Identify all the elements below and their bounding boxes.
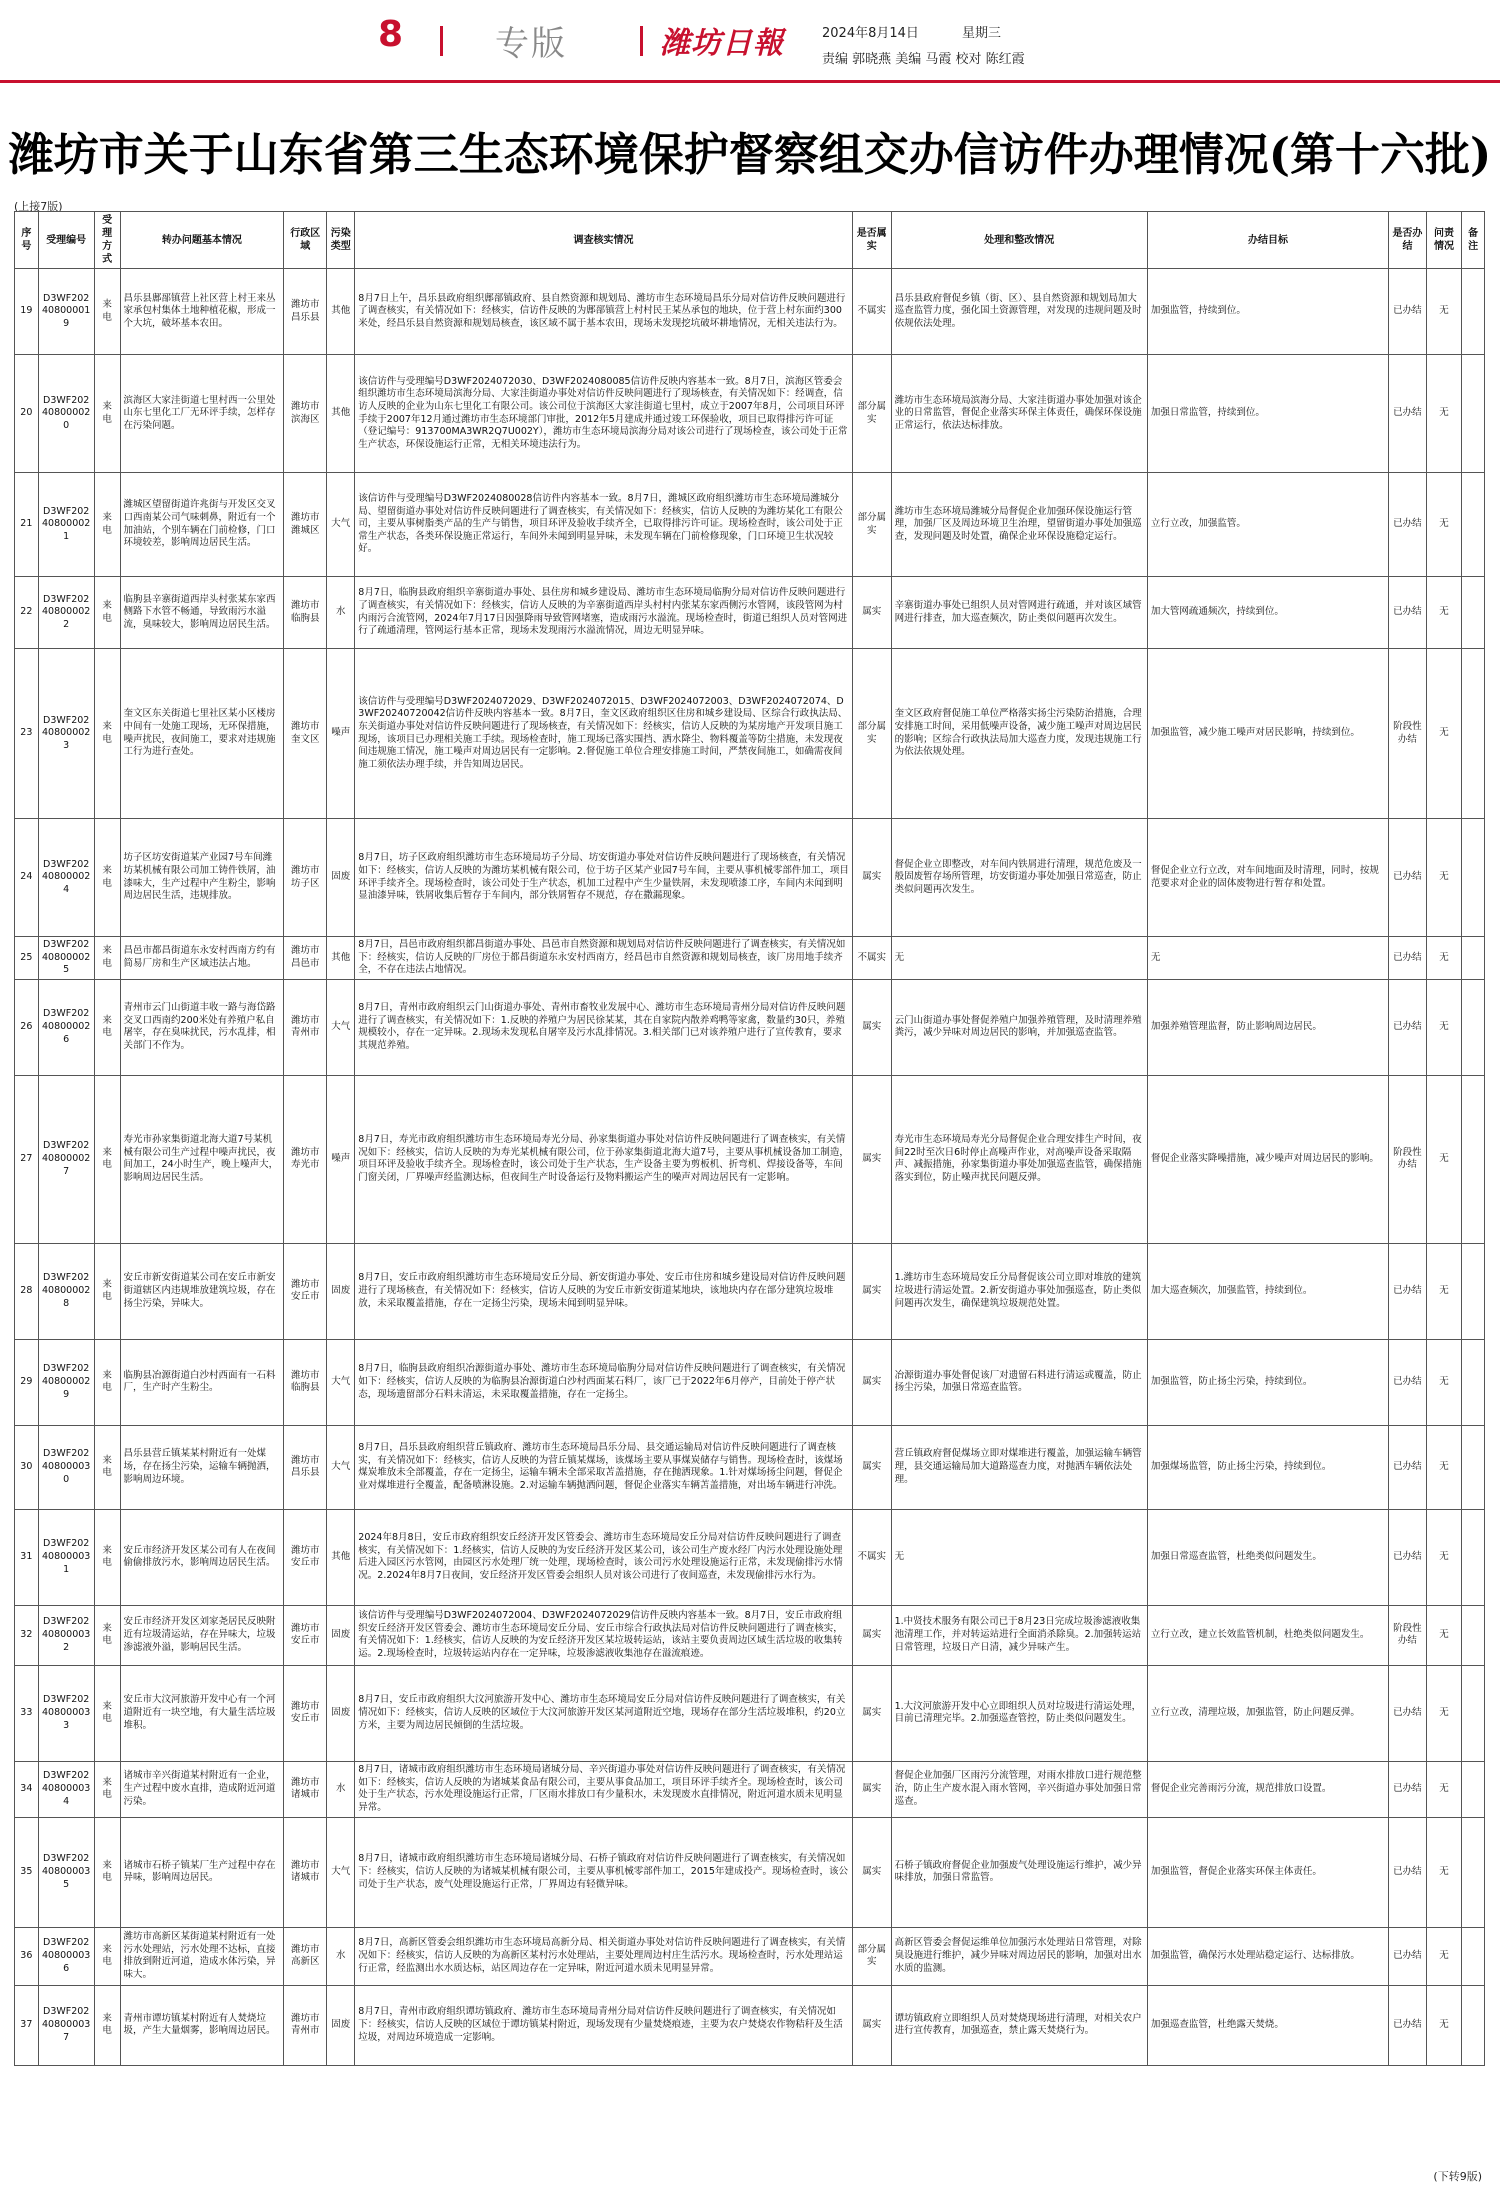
issue-summary-cell: 安丘市新安街道某公司在安丘市新安街道辖区内违规堆放建筑垃圾，存在扬尘污染，异味大。 xyxy=(120,1243,284,1339)
case-number-cell: 36 xyxy=(15,1927,39,1985)
region-cell: 潍坊市安丘市 xyxy=(284,1509,327,1605)
region-cell: 潍坊市安丘市 xyxy=(284,1243,327,1339)
region-cell: 潍坊市青州市 xyxy=(284,979,327,1075)
region-cell: 潍坊市昌邑市 xyxy=(284,937,327,980)
handling-measures-cell: 辛寨街道办事处已组织人员对管网进行疏通，并对该区域管网进行排查，加大巡查频次，防止类似问题再次发生。 xyxy=(891,577,1147,649)
closed-status-cell: 已办结 xyxy=(1389,355,1427,473)
handling-measures-cell: 1.中贤技术服务有限公司已于8月23日完成垃圾渗滤液收集池清理工作，并对转运站进行全面消杀除臭。2.加强转运站日常管理，垃圾日产日清，减少异味产生。 xyxy=(891,1605,1147,1665)
remarks-cell xyxy=(1462,1665,1485,1761)
resolution-target-cell: 加强监管，减少施工噪声对居民影响，持续到位。 xyxy=(1147,649,1388,819)
remarks-cell xyxy=(1462,1425,1485,1509)
case-number-cell: 35 xyxy=(15,1817,39,1927)
investigation-details-cell: 8月7日，高新区管委会组织潍坊市生态环境局高新分局、相关街道办事处对信访件反映问题进行了调查核实，有关情况如下：经核实，信访人反映的为高新区某村污水处理站，主要处理周边村庄生活污水。现场检查时，污水处理站运行正常，经监测出水水质达标，站区周边存在一定异味，附近河道水质未见明显异常。 xyxy=(355,1927,853,1985)
table-row xyxy=(15,1665,1485,1761)
accountability-cell: 无 xyxy=(1426,937,1462,980)
pollution-type-cell: 固废 xyxy=(327,1985,355,2065)
handling-measures-cell: 潍坊市生态环境局潍城分局督促企业加强环保设施运行管理，加强厂区及周边环境卫生治理，望留街道办事处加强巡查，发现问题及时处置，确保企业环保设施稳定运行。 xyxy=(891,473,1147,577)
closed-status-cell: 阶段性办结 xyxy=(1389,649,1427,819)
closed-status-cell: 阶段性办结 xyxy=(1389,1605,1427,1665)
accountability-cell: 无 xyxy=(1426,269,1462,355)
verified-status-cell: 属实 xyxy=(852,819,891,937)
resolution-target-cell: 立行立改，加强监管。 xyxy=(1147,473,1388,577)
pollution-type-cell: 大气 xyxy=(327,473,355,577)
case-code-cell: D3WF202408000032 xyxy=(38,1605,94,1665)
accountability-cell: 无 xyxy=(1426,979,1462,1075)
region-cell: 潍坊市临朐县 xyxy=(284,1339,327,1425)
table-row xyxy=(15,355,1485,473)
table-row xyxy=(15,1817,1485,1927)
intake-mode-cell: 来电 xyxy=(94,937,120,980)
region-cell: 潍坊市奎文区 xyxy=(284,649,327,819)
investigation-details-cell: 8月7日，诸城市政府组织潍坊市生态环境局诸城分局、石桥子镇政府对信访件反映问题进行了调查核实，有关情况如下：经核实，信访人反映的为诸城某机械有限公司，主要从事机械零部件加工，2015年建成投产。现场检查时，该公司处于生产状态，废气处理设施运行正常，厂界周边有轻微异味。 xyxy=(355,1817,853,1927)
table-row xyxy=(15,1339,1485,1425)
remarks-cell xyxy=(1462,1817,1485,1927)
remarks-cell xyxy=(1462,1243,1485,1339)
resolution-target-cell: 加强监管，防止扬尘污染，持续到位。 xyxy=(1147,1339,1388,1425)
intake-mode-cell: 来电 xyxy=(94,1339,120,1425)
case-number-cell: 34 xyxy=(15,1761,39,1817)
remarks-cell xyxy=(1462,1985,1485,2065)
region-cell: 潍坊市安丘市 xyxy=(284,1605,327,1665)
investigation-details-cell: 8月7日，临朐县政府组织辛寨街道办事处、县住房和城乡建设局、潍坊市生态环境局临朐分局对信访件反映问题进行了调查核实，有关情况如下：经核实，信访人反映的为辛寨街道西岸头村村内张某东家西侧污水管网，该段管网为村内雨污合流管网，2024年7月17日因强降雨导致管网堵塞，造成雨污水溢流。现场检查时，街道已组织人员对管网进行了疏通清理，管网运行基本正常，现场未发现雨污水溢流情况，周边无明显异味。 xyxy=(355,577,853,649)
pollution-type-cell: 噪声 xyxy=(327,649,355,819)
column-header: 备注 xyxy=(1462,212,1485,269)
issue-summary-cell: 坊子区坊安街道某产业园7号车间潍坊某机械有限公司加工铸件铁屑，油漆味大，生产过程中产生粉尘，影响周边居民生活，违规排放。 xyxy=(120,819,284,937)
closed-status-cell: 已办结 xyxy=(1389,937,1427,980)
section-name: 专版 xyxy=(495,24,567,64)
closed-status-cell: 已办结 xyxy=(1389,577,1427,649)
verified-status-cell: 不属实 xyxy=(852,1509,891,1605)
intake-mode-cell: 来电 xyxy=(94,649,120,819)
issue-summary-cell: 安丘市大汶河旅游开发中心有一个河道附近有一块空地，有大量生活垃圾堆积。 xyxy=(120,1665,284,1761)
remarks-cell xyxy=(1462,1075,1485,1243)
case-code-cell: D3WF202408000030 xyxy=(38,1425,94,1509)
intake-mode-cell: 来电 xyxy=(94,1425,120,1509)
case-number-cell: 30 xyxy=(15,1425,39,1509)
accountability-cell: 无 xyxy=(1426,577,1462,649)
intake-mode-cell: 来电 xyxy=(94,1817,120,1927)
cases-table xyxy=(14,211,1485,2066)
column-header: 是否办结 xyxy=(1389,212,1427,269)
case-code-cell: D3WF202408000026 xyxy=(38,979,94,1075)
region-cell: 潍坊市寿光市 xyxy=(284,1075,327,1243)
continued-from-note: (上接7版) xyxy=(14,200,63,213)
verified-status-cell: 属实 xyxy=(852,1075,891,1243)
intake-mode-cell: 来电 xyxy=(94,1243,120,1339)
remarks-cell xyxy=(1462,649,1485,819)
investigation-details-cell: 8月7日上午，昌乐县政府组织鄌郚镇政府、县自然资源和规划局、潍坊市生态环境局昌乐分局对信访件反映问题进行了调查核实，有关情况如下：经核实，信访件反映的为鄌郚镇营上村村民王某丛承包的地块，位于营上村东面约300米处，经昌乐县自然资源和规划局核查，该区域不属于基本农田，现场未发现挖坑破坏耕地情况，无相关违法行为。 xyxy=(355,269,853,355)
issue-summary-cell: 诸城市石桥子镇某厂生产过程中存在异味，影响周边居民。 xyxy=(120,1817,284,1927)
accountability-cell: 无 xyxy=(1426,1817,1462,1927)
closed-status-cell: 已办结 xyxy=(1389,1339,1427,1425)
intake-mode-cell: 来电 xyxy=(94,1761,120,1817)
case-number-cell: 25 xyxy=(15,937,39,980)
region-cell: 潍坊市滨海区 xyxy=(284,355,327,473)
investigation-details-cell: 该信访件与受理编号D3WF2024080028信访件内容基本一致。8月7日，潍城区政府组织潍坊市生态环境局潍城分局、望留街道办事处对信访件反映问题进行了调查核实，有关情况如下：经核实，信访人反映的为潍坊某化工有限公司，主要从事树脂类产品的生产与销售，项目环评及验收手续齐全，已取得排污许可证。现场检查时，该公司处于正常生产状态，各类环保设施正常运行，车间外未闻到明显异味，未发现车辆在门前检修现象，门口环境卫生状况较好。 xyxy=(355,473,853,577)
case-number-cell: 37 xyxy=(15,1985,39,2065)
column-header: 污染类型 xyxy=(327,212,355,269)
resolution-target-cell: 加强巡查监管，杜绝露天焚烧。 xyxy=(1147,1985,1388,2065)
resolution-target-cell: 加强监管，持续到位。 xyxy=(1147,269,1388,355)
region-cell: 潍坊市昌乐县 xyxy=(284,269,327,355)
intake-mode-cell: 来电 xyxy=(94,1509,120,1605)
region-cell: 潍坊市安丘市 xyxy=(284,1665,327,1761)
accountability-cell: 无 xyxy=(1426,1761,1462,1817)
resolution-target-cell: 督促企业落实降噪措施，减少噪声对周边居民的影响。 xyxy=(1147,1075,1388,1243)
case-code-cell: D3WF202408000021 xyxy=(38,473,94,577)
case-number-cell: 28 xyxy=(15,1243,39,1339)
table-row xyxy=(15,269,1485,355)
table-row xyxy=(15,577,1485,649)
case-code-cell: D3WF202408000028 xyxy=(38,1243,94,1339)
resolution-target-cell: 加大巡查频次，加强监管，持续到位。 xyxy=(1147,1243,1388,1339)
pollution-type-cell: 固废 xyxy=(327,1665,355,1761)
case-code-cell: D3WF202408000029 xyxy=(38,1339,94,1425)
accountability-cell: 无 xyxy=(1426,1605,1462,1665)
case-number-cell: 32 xyxy=(15,1605,39,1665)
case-number-cell: 20 xyxy=(15,355,39,473)
cases-table-wrapper xyxy=(14,211,1485,2066)
case-number-cell: 26 xyxy=(15,979,39,1075)
table-row xyxy=(15,1927,1485,1985)
closed-status-cell: 已办结 xyxy=(1389,1665,1427,1761)
resolution-target-cell: 立行立改，清理垃圾，加强监管，防止问题反弹。 xyxy=(1147,1665,1388,1761)
pollution-type-cell: 噪声 xyxy=(327,1075,355,1243)
masthead-rule xyxy=(0,80,1500,83)
resolution-target-cell: 加大管网疏通频次，持续到位。 xyxy=(1147,577,1388,649)
handling-measures-cell: 石桥子镇政府督促企业加强废气处理设施运行维护，减少异味排放，加强日常监管。 xyxy=(891,1817,1147,1927)
investigation-details-cell: 2024年8月8日，安丘市政府组织安丘经济开发区管委会、潍坊市生态环境局安丘分局对信访件反映问题进行了调查核实，有关情况如下：1.经核实，信访人反映的为安丘经济开发区某公司，该公司生产废水经厂内污水处理设施处理后进入园区污水管网，由园区污水处理厂统一处理，现场检查时，该公司污水处理设施运行正常，未发现偷排污水情况。2.2024年8月7日夜间，安丘经济开发区管委会组织人员对该公司进行了夜间巡查，未发现偷排污水行为。 xyxy=(355,1509,853,1605)
column-header: 调查核实情况 xyxy=(355,212,853,269)
remarks-cell xyxy=(1462,979,1485,1075)
remarks-cell xyxy=(1462,473,1485,577)
table-body xyxy=(15,269,1485,2066)
pollution-type-cell: 其他 xyxy=(327,1509,355,1605)
case-number-cell: 22 xyxy=(15,577,39,649)
region-cell: 潍坊市诸城市 xyxy=(284,1761,327,1817)
accountability-cell: 无 xyxy=(1426,1339,1462,1425)
issue-summary-cell: 昌乐县营丘镇某某村附近有一处煤场，存在扬尘污染，运输车辆抛洒，影响周边环境。 xyxy=(120,1425,284,1509)
handling-measures-cell: 云门山街道办事处督促养殖户加强养殖管理，及时清理养殖粪污，减少异味对周边居民的影响，并加强巡查监管。 xyxy=(891,979,1147,1075)
investigation-details-cell: 8月7日，青州市政府组织云门山街道办事处、青州市畜牧业发展中心、潍坊市生态环境局青州分局对信访件反映问题进行了调查核实，有关情况如下：1.反映的养殖户为居民徐某某，其在自家院内散养鸡鸭等家禽，数量约30只，养殖规模较小，存在一定异味。2.现场未发现私自屠宰及污水乱排情况。3.相关部门已对该养殖户进行了宣传教育，要求其规范养殖。 xyxy=(355,979,853,1075)
verified-status-cell: 属实 xyxy=(852,979,891,1075)
table-row xyxy=(15,937,1485,980)
issue-summary-cell: 青州市谭坊镇某村附近有人焚烧垃圾，产生大量烟雾，影响周边居民。 xyxy=(120,1985,284,2065)
intake-mode-cell: 来电 xyxy=(94,355,120,473)
remarks-cell xyxy=(1462,269,1485,355)
intake-mode-cell: 来电 xyxy=(94,819,120,937)
column-header: 序号 xyxy=(15,212,39,269)
issue-date: 2024年8月14日 xyxy=(822,26,919,41)
case-code-cell: D3WF202408000034 xyxy=(38,1761,94,1817)
closed-status-cell: 阶段性办结 xyxy=(1389,1075,1427,1243)
pollution-type-cell: 水 xyxy=(327,1927,355,1985)
handling-measures-cell: 昌乐县政府督促乡镇（街、区）、县自然资源和规划局加大巡查监管力度，强化国土资源管理，对发现的违规问题及时依规依法处理。 xyxy=(891,269,1147,355)
case-code-cell: D3WF202408000023 xyxy=(38,649,94,819)
region-cell: 潍坊市潍城区 xyxy=(284,473,327,577)
handling-measures-cell: 1.大汶河旅游开发中心立即组织人员对垃圾进行清运处理，目前已清理完毕。2.加强巡查管控，防止类似问题发生。 xyxy=(891,1665,1147,1761)
issue-summary-cell: 临朐县冶源街道白沙村西面有一石料厂，生产时产生粉尘。 xyxy=(120,1339,284,1425)
closed-status-cell: 已办结 xyxy=(1389,1927,1427,1985)
verified-status-cell: 不属实 xyxy=(852,937,891,980)
accountability-cell: 无 xyxy=(1426,649,1462,819)
verified-status-cell: 属实 xyxy=(852,1761,891,1817)
verified-status-cell: 属实 xyxy=(852,1425,891,1509)
case-code-cell: D3WF202408000020 xyxy=(38,355,94,473)
case-code-cell: D3WF202408000037 xyxy=(38,1985,94,2065)
remarks-cell xyxy=(1462,577,1485,649)
verified-status-cell: 属实 xyxy=(852,577,891,649)
issue-summary-cell: 昌乐县鄌郚镇营上社区营上村王来丛家承包村集体土地种植花椒，形成一个大坑，破坏基本农田。 xyxy=(120,269,284,355)
case-number-cell: 19 xyxy=(15,269,39,355)
closed-status-cell: 已办结 xyxy=(1389,1985,1427,2065)
handling-measures-cell: 营丘镇政府督促煤场立即对煤堆进行覆盖，加强运输车辆管理，县交通运输局加大道路巡查力度，对抛洒车辆依法处理。 xyxy=(891,1425,1147,1509)
pollution-type-cell: 固废 xyxy=(327,1243,355,1339)
intake-mode-cell: 来电 xyxy=(94,1075,120,1243)
pollution-type-cell: 大气 xyxy=(327,1339,355,1425)
table-row xyxy=(15,819,1485,937)
remarks-cell xyxy=(1462,355,1485,473)
table-row xyxy=(15,979,1485,1075)
closed-status-cell: 已办结 xyxy=(1389,269,1427,355)
closed-status-cell: 已办结 xyxy=(1389,1243,1427,1339)
region-cell: 潍坊市青州市 xyxy=(284,1985,327,2065)
intake-mode-cell: 来电 xyxy=(94,473,120,577)
accountability-cell: 无 xyxy=(1426,1665,1462,1761)
intake-mode-cell: 来电 xyxy=(94,979,120,1075)
pollution-type-cell: 固废 xyxy=(327,819,355,937)
pollution-type-cell: 大气 xyxy=(327,1425,355,1509)
closed-status-cell: 已办结 xyxy=(1389,1509,1427,1605)
masthead xyxy=(0,0,1500,80)
editors-line: 责编 郭晓燕 美编 马霞 校对 陈红霞 xyxy=(822,52,1025,67)
issue-weekday: 星期三 xyxy=(962,26,1002,41)
closed-status-cell: 已办结 xyxy=(1389,473,1427,577)
handling-measures-cell: 无 xyxy=(891,1509,1147,1605)
resolution-target-cell: 加强日常巡查监管，杜绝类似问题发生。 xyxy=(1147,1509,1388,1605)
handling-measures-cell: 谭坊镇政府立即组织人员对焚烧现场进行清理，对相关农户进行宣传教育，加强巡查，禁止露天焚烧行为。 xyxy=(891,1985,1147,2065)
closed-status-cell: 已办结 xyxy=(1389,1425,1427,1509)
verified-status-cell: 属实 xyxy=(852,1817,891,1927)
table-row xyxy=(15,1985,1485,2065)
issue-summary-cell: 安丘市经济开发区某公司有人在夜间偷偷排放污水，影响周边居民生活。 xyxy=(120,1509,284,1605)
handling-measures-cell: 冶源街道办事处督促该厂对遗留石料进行清运或覆盖，防止扬尘污染，加强日常巡查监管。 xyxy=(891,1339,1147,1425)
verified-status-cell: 属实 xyxy=(852,1665,891,1761)
case-number-cell: 31 xyxy=(15,1509,39,1605)
issue-summary-cell: 昌邑市都昌街道东永安村西南方约有简易厂房和生产区域违法占地。 xyxy=(120,937,284,980)
pollution-type-cell: 其他 xyxy=(327,269,355,355)
investigation-details-cell: 8月7日，青州市政府组织谭坊镇政府、潍坊市生态环境局青州分局对信访件反映问题进行了调查核实，有关情况如下：经核实，信访人反映的区域位于谭坊镇某村附近，现场发现有少量焚烧痕迹，主要为农户焚烧农作物秸秆及生活垃圾，对周边环境造成一定影响。 xyxy=(355,1985,853,2065)
investigation-details-cell: 该信访件与受理编号D3WF2024072029、D3WF2024072015、D3WF2024072003、D3WF2024072074、D3WF20240720042信访件反映内容基本一致。8月7日，奎文区政府组织区住房和城乡建设局、区综合行政执法局、东关街道办事处对信访件反映问题进行了现场核查，有关情况如下：经核实，信访人反映的为某房地产开发项目施工现场，该项目已办理相关施工手续。现场检查时，施工现场已落实围挡、洒水降尘、物料覆盖等防尘措施，未发现夜间违规施工情况，施工噪声对周边居民有一定影响。2.督促施工单位合理安排施工时间，严禁夜间施工，如确需夜间施工须依法办理手续，并告知周边居民。 xyxy=(355,649,853,819)
verified-status-cell: 属实 xyxy=(852,1985,891,2065)
verified-status-cell: 属实 xyxy=(852,1605,891,1665)
verified-status-cell: 部分属实 xyxy=(852,355,891,473)
column-header: 办结目标 xyxy=(1147,212,1388,269)
investigation-details-cell: 8月7日，坊子区政府组织潍坊市生态环境局坊子分局、坊安街道办事处对信访件反映问题进行了现场核查，有关情况如下：经核实，信访人反映的为潍坊某机械有限公司，位于坊子区某产业园7号车间，主要从事机械零部件加工，项目环评手续齐全。现场检查时，该公司处于生产状态，机加工过程中产生少量铁屑，未发现喷漆工序，车间内未闻到明显油漆异味，铁屑收集后暂存于车间内，部分铁屑暂存不规范，存在撒漏现象。 xyxy=(355,819,853,937)
continued-to-note: (下转9版) xyxy=(1433,2170,1482,2183)
closed-status-cell: 已办结 xyxy=(1389,979,1427,1075)
table-row xyxy=(15,1761,1485,1817)
remarks-cell xyxy=(1462,937,1485,980)
resolution-target-cell: 立行立改，建立长效监管机制，杜绝类似问题发生。 xyxy=(1147,1605,1388,1665)
resolution-target-cell: 加强煤场监管，防止扬尘污染，持续到位。 xyxy=(1147,1425,1388,1509)
region-cell: 潍坊市临朐县 xyxy=(284,577,327,649)
accountability-cell: 无 xyxy=(1426,1509,1462,1605)
case-number-cell: 23 xyxy=(15,649,39,819)
verified-status-cell: 不属实 xyxy=(852,269,891,355)
remarks-cell xyxy=(1462,1605,1485,1665)
case-number-cell: 24 xyxy=(15,819,39,937)
resolution-target-cell: 督促企业立行立改，对车间地面及时清理，同时，按规范要求对企业的固体废物进行暂存和处置。 xyxy=(1147,819,1388,937)
accountability-cell: 无 xyxy=(1426,355,1462,473)
masthead-divider xyxy=(640,26,643,56)
case-code-cell: D3WF202408000033 xyxy=(38,1665,94,1761)
case-code-cell: D3WF202408000035 xyxy=(38,1817,94,1927)
intake-mode-cell: 来电 xyxy=(94,1665,120,1761)
page-headline: 潍坊市关于山东省第三生态环境保护督察组交办信访件办理情况(第十六批) xyxy=(8,128,1492,181)
intake-mode-cell: 来电 xyxy=(94,269,120,355)
pollution-type-cell: 大气 xyxy=(327,979,355,1075)
intake-mode-cell: 来电 xyxy=(94,577,120,649)
handling-measures-cell: 潍坊市生态环境局滨海分局、大家洼街道办事处加强对该企业的日常监管，督促企业落实环保主体责任，确保环保设施正常运行，依法达标排放。 xyxy=(891,355,1147,473)
region-cell: 潍坊市诸城市 xyxy=(284,1817,327,1927)
pollution-type-cell: 水 xyxy=(327,1761,355,1817)
case-number-cell: 33 xyxy=(15,1665,39,1761)
handling-measures-cell: 督促企业加强厂区雨污分流管理，对雨水排放口进行规范整治，防止生产废水混入雨水管网，辛兴街道办事处加强日常巡查。 xyxy=(891,1761,1147,1817)
column-header: 是否属实 xyxy=(852,212,891,269)
pollution-type-cell: 水 xyxy=(327,577,355,649)
resolution-target-cell: 督促企业完善雨污分流，规范排放口设置。 xyxy=(1147,1761,1388,1817)
paper-logo: 潍坊日報 xyxy=(660,26,784,61)
table-row xyxy=(15,1605,1485,1665)
verified-status-cell: 属实 xyxy=(852,1339,891,1425)
case-code-cell: D3WF202408000024 xyxy=(38,819,94,937)
column-header: 行政区域 xyxy=(284,212,327,269)
resolution-target-cell: 无 xyxy=(1147,937,1388,980)
verified-status-cell: 部分属实 xyxy=(852,649,891,819)
issue-summary-cell: 寿光市孙家集街道北海大道7号某机械有限公司生产过程中噪声扰民，夜间加工，24小时生产，晚上噪声大，影响周边居民生活。 xyxy=(120,1075,284,1243)
resolution-target-cell: 加强监管，确保污水处理站稳定运行、达标排放。 xyxy=(1147,1927,1388,1985)
remarks-cell xyxy=(1462,1339,1485,1425)
masthead-divider xyxy=(440,26,443,56)
issue-summary-cell: 诸城市辛兴街道某村附近有一企业，生产过程中废水直排，造成附近河道污染。 xyxy=(120,1761,284,1817)
remarks-cell xyxy=(1462,1761,1485,1817)
pollution-type-cell: 大气 xyxy=(327,1817,355,1927)
handling-measures-cell: 高新区管委会督促运维单位加强污水处理站日常管理，对除臭设施进行维护，减少异味对周边居民的影响，加强对出水水质的监测。 xyxy=(891,1927,1147,1985)
handling-measures-cell: 督促企业立即整改，对车间内铁屑进行清理，规范危废及一般固废暂存场所管理，坊安街道办事处加强日常巡查，防止类似问题再次发生。 xyxy=(891,819,1147,937)
accountability-cell: 无 xyxy=(1426,473,1462,577)
region-cell: 潍坊市坊子区 xyxy=(284,819,327,937)
table-row xyxy=(15,1509,1485,1605)
issue-summary-cell: 安丘市经济开发区刘家尧居民反映附近有垃圾清运站，存在异味大，垃圾渗滤液外溢，影响居民生活。 xyxy=(120,1605,284,1665)
issue-summary-cell: 青州市云门山街道丰收一路与海岱路交叉口西南约200米处有养殖户私自屠宰，存在臭味扰民，污水乱排，相关部门不作为。 xyxy=(120,979,284,1075)
intake-mode-cell: 来电 xyxy=(94,1605,120,1665)
handling-measures-cell: 1.潍坊市生态环境局安丘分局督促该公司立即对堆放的建筑垃圾进行清运处置。2.新安街道办事处加强巡查，防止类似问题再次发生，确保建筑垃圾规范处置。 xyxy=(891,1243,1147,1339)
verified-status-cell: 部分属实 xyxy=(852,1927,891,1985)
region-cell: 潍坊市高新区 xyxy=(284,1927,327,1985)
issue-summary-cell: 临朐县辛寨街道西岸头村张某东家西侧路下水管不畅通，导致雨污水溢流，臭味较大，影响周边居民生活。 xyxy=(120,577,284,649)
handling-measures-cell: 奎文区政府督促施工单位严格落实扬尘污染防治措施，合理安排施工时间，采用低噪声设备，减少施工噪声对周边居民的影响；区综合行政执法局加大巡查力度，发现违规施工行为依法依规处理。 xyxy=(891,649,1147,819)
investigation-details-cell: 8月7日，昌邑市政府组织都昌街道办事处、昌邑市自然资源和规划局对信访件反映问题进行了调查核实，有关情况如下：经核实，信访人反映的厂房位于都昌街道东永安村西南方，经昌邑市自然资源和规划局核查，该厂房用地手续齐全，不存在违法占地情况。 xyxy=(355,937,853,980)
case-code-cell: D3WF202408000036 xyxy=(38,1927,94,1985)
closed-status-cell: 已办结 xyxy=(1389,819,1427,937)
verified-status-cell: 部分属实 xyxy=(852,473,891,577)
case-code-cell: D3WF202408000027 xyxy=(38,1075,94,1243)
accountability-cell: 无 xyxy=(1426,1985,1462,2065)
pollution-type-cell: 其他 xyxy=(327,355,355,473)
intake-mode-cell: 来电 xyxy=(94,1927,120,1985)
issue-summary-cell: 奎文区东关街道七里社区某小区楼房中间有一处施工现场，无环保措施，噪声扰民，夜间施工，要求对违规施工行为进行查处。 xyxy=(120,649,284,819)
accountability-cell: 无 xyxy=(1426,1425,1462,1509)
handling-measures-cell: 寿光市生态环境局寿光分局督促企业合理安排生产时间，夜间22时至次日6时停止高噪声作业，对高噪声设备采取隔声、减振措施，孙家集街道办事处加强巡查监管，确保措施落实到位，防止噪声扰民问题反弹。 xyxy=(891,1075,1147,1243)
accountability-cell: 无 xyxy=(1426,1927,1462,1985)
remarks-cell xyxy=(1462,819,1485,937)
investigation-details-cell: 该信访件与受理编号D3WF2024072004、D3WF2024072029信访件反映内容基本一致。8月7日，安丘市政府组织安丘经济开发区管委会、潍坊市生态环境局安丘分局、安丘市综合行政执法局对信访件反映问题进行了调查核实，有关情况如下：1.经核实，信访人反映的为安丘经济开发区某垃圾转运站，该站主要负责周边区域生活垃圾的收集转运。2.现场检查时，垃圾转运站内存在一定异味，垃圾渗滤液收集池存在溢流痕迹。 xyxy=(355,1605,853,1665)
investigation-details-cell: 8月7日，诸城市政府组织潍坊市生态环境局诸城分局、辛兴街道办事处对信访件反映问题进行了调查核实，有关情况如下：经核实，信访人反映的为诸城某食品有限公司，主要从事食品加工，项目环评手续齐全。现场检查时，该公司处于生产状态，污水处理设施运行正常，厂区雨水排放口有少量积水，未发现废水直排情况，附近河道水质未见明显异常。 xyxy=(355,1761,853,1817)
handling-measures-cell: 无 xyxy=(891,937,1147,980)
closed-status-cell: 已办结 xyxy=(1389,1761,1427,1817)
case-number-cell: 29 xyxy=(15,1339,39,1425)
resolution-target-cell: 加强养殖管理监督，防止影响周边居民。 xyxy=(1147,979,1388,1075)
region-cell: 潍坊市昌乐县 xyxy=(284,1425,327,1509)
pollution-type-cell: 其他 xyxy=(327,937,355,980)
accountability-cell: 无 xyxy=(1426,1075,1462,1243)
column-header: 受理方式 xyxy=(94,212,120,269)
table-row xyxy=(15,473,1485,577)
pollution-type-cell: 固废 xyxy=(327,1605,355,1665)
column-header: 转办问题基本情况 xyxy=(120,212,284,269)
case-number-cell: 27 xyxy=(15,1075,39,1243)
investigation-details-cell: 8月7日，安丘市政府组织大汶河旅游开发中心、潍坊市生态环境局安丘分局对信访件反映问题进行了调查核实，有关情况如下：经核实，信访人反映的区域位于大汶河旅游开发区某河道附近空地，现场存在部分生活垃圾堆积，约20立方米，主要为周边居民倾倒的生活垃圾。 xyxy=(355,1665,853,1761)
remarks-cell xyxy=(1462,1509,1485,1605)
closed-status-cell: 已办结 xyxy=(1389,1817,1427,1927)
investigation-details-cell: 8月7日，寿光市政府组织潍坊市生态环境局寿光分局、孙家集街道办事处对信访件反映问题进行了调查核实，有关情况如下：经核实，信访人反映的为寿光某机械有限公司，位于孙家集街道北海大道7号，主要从事机械设备加工制造，项目环评及验收手续齐全。现场检查时，该公司处于生产状态，生产设备主要为剪板机、折弯机、焊接设备等，车间门窗关闭，厂界噪声经监测达标，但夜间生产时设备运行及物料搬运产生的噪声对周边居民有一定影响。 xyxy=(355,1075,853,1243)
column-header: 受理编号 xyxy=(38,212,94,269)
column-header: 处理和整改情况 xyxy=(891,212,1147,269)
issue-summary-cell: 潍坊市高新区某街道某村附近有一处污水处理站，污水处理不达标，直接排放到附近河道，造成水体污染，异味大。 xyxy=(120,1927,284,1985)
investigation-details-cell: 8月7日，临朐县政府组织冶源街道办事处、潍坊市生态环境局临朐分局对信访件反映问题进行了调查核实，有关情况如下：经核实，信访人反映的为临朐县冶源街道白沙村西面某石料厂，该厂已于2022年6月停产，目前处于停产状态，现场遗留部分石料未清运，未采取覆盖措施，存在一定扬尘。 xyxy=(355,1339,853,1425)
remarks-cell xyxy=(1462,1927,1485,1985)
investigation-details-cell: 该信访件与受理编号D3WF2024072030、D3WF2024080085信访件反映内容基本一致。8月7日，滨海区管委会组织潍坊市生态环境局滨海分局、大家洼街道办事处对信访件反映问题进行了现场核查，有关情况如下：经调查，信访人反映的企业为山东七里化工有限公司。该公司位于滨海区大家洼街道七里村，成立于2007年8月，公司项目环评手续于2007年12月通过潍坊市生态环境部门审批，2012年5月建成并通过竣工环保验收，项目已取得排污许可证（登记编号：913700MA3WR2Q7U002Y），潍坊市生态环境局滨海分局对该公司进行了现场检查，该公司处于正常生产状态，环保设施运行正常，无相关环境违法行为。 xyxy=(355,355,853,473)
case-code-cell: D3WF202408000025 xyxy=(38,937,94,980)
investigation-details-cell: 8月7日，昌乐县政府组织营丘镇政府、潍坊市生态环境局昌乐分局、县交通运输局对信访件反映问题进行了调查核实，有关情况如下：经核实，信访人反映的为营丘镇某煤场，该煤场主要从事煤炭储存与销售。现场检查时，该煤场煤炭堆放未全部覆盖，存在一定扬尘，运输车辆未全部采取苫盖措施，存在抛洒现象。1.针对煤场扬尘问题，督促企业对煤堆进行全覆盖，配备喷淋设施。2.对运输车辆抛洒问题，督促企业落实车辆苫盖措施，对出场车辆进行冲洗。 xyxy=(355,1425,853,1509)
accountability-cell: 无 xyxy=(1426,1243,1462,1339)
case-code-cell: D3WF202408000031 xyxy=(38,1509,94,1605)
table-header-row xyxy=(15,212,1485,269)
investigation-details-cell: 8月7日，安丘市政府组织潍坊市生态环境局安丘分局、新安街道办事处、安丘市住房和城乡建设局对信访件反映问题进行了现场核查，有关情况如下：经核实，信访人反映的为安丘市新安街道某地块，该地块内存在部分建筑垃圾堆放，未采取覆盖措施，存在一定扬尘污染，现场未闻到明显异味。 xyxy=(355,1243,853,1339)
resolution-target-cell: 加强日常监管，持续到位。 xyxy=(1147,355,1388,473)
resolution-target-cell: 加强监管，督促企业落实环保主体责任。 xyxy=(1147,1817,1388,1927)
table-row xyxy=(15,649,1485,819)
accountability-cell: 无 xyxy=(1426,819,1462,937)
intake-mode-cell: 来电 xyxy=(94,1985,120,2065)
table-row xyxy=(15,1075,1485,1243)
issue-summary-cell: 滨海区大家洼街道七里村西一公里处山东七里化工厂无环评手续，怎样存在污染问题。 xyxy=(120,355,284,473)
table-row xyxy=(15,1243,1485,1339)
issue-summary-cell: 潍城区望留街道许兆街与开发区交叉口西南某公司气味刺鼻，附近有一个加油站，个别车辆在门前检修，门口环境较差，影响周边居民生活。 xyxy=(120,473,284,577)
column-header: 问责情况 xyxy=(1426,212,1462,269)
table-row xyxy=(15,1425,1485,1509)
case-code-cell: D3WF202408000019 xyxy=(38,269,94,355)
case-code-cell: D3WF202408000022 xyxy=(38,577,94,649)
page-number: 8 xyxy=(378,14,404,55)
case-number-cell: 21 xyxy=(15,473,39,577)
verified-status-cell: 属实 xyxy=(852,1243,891,1339)
